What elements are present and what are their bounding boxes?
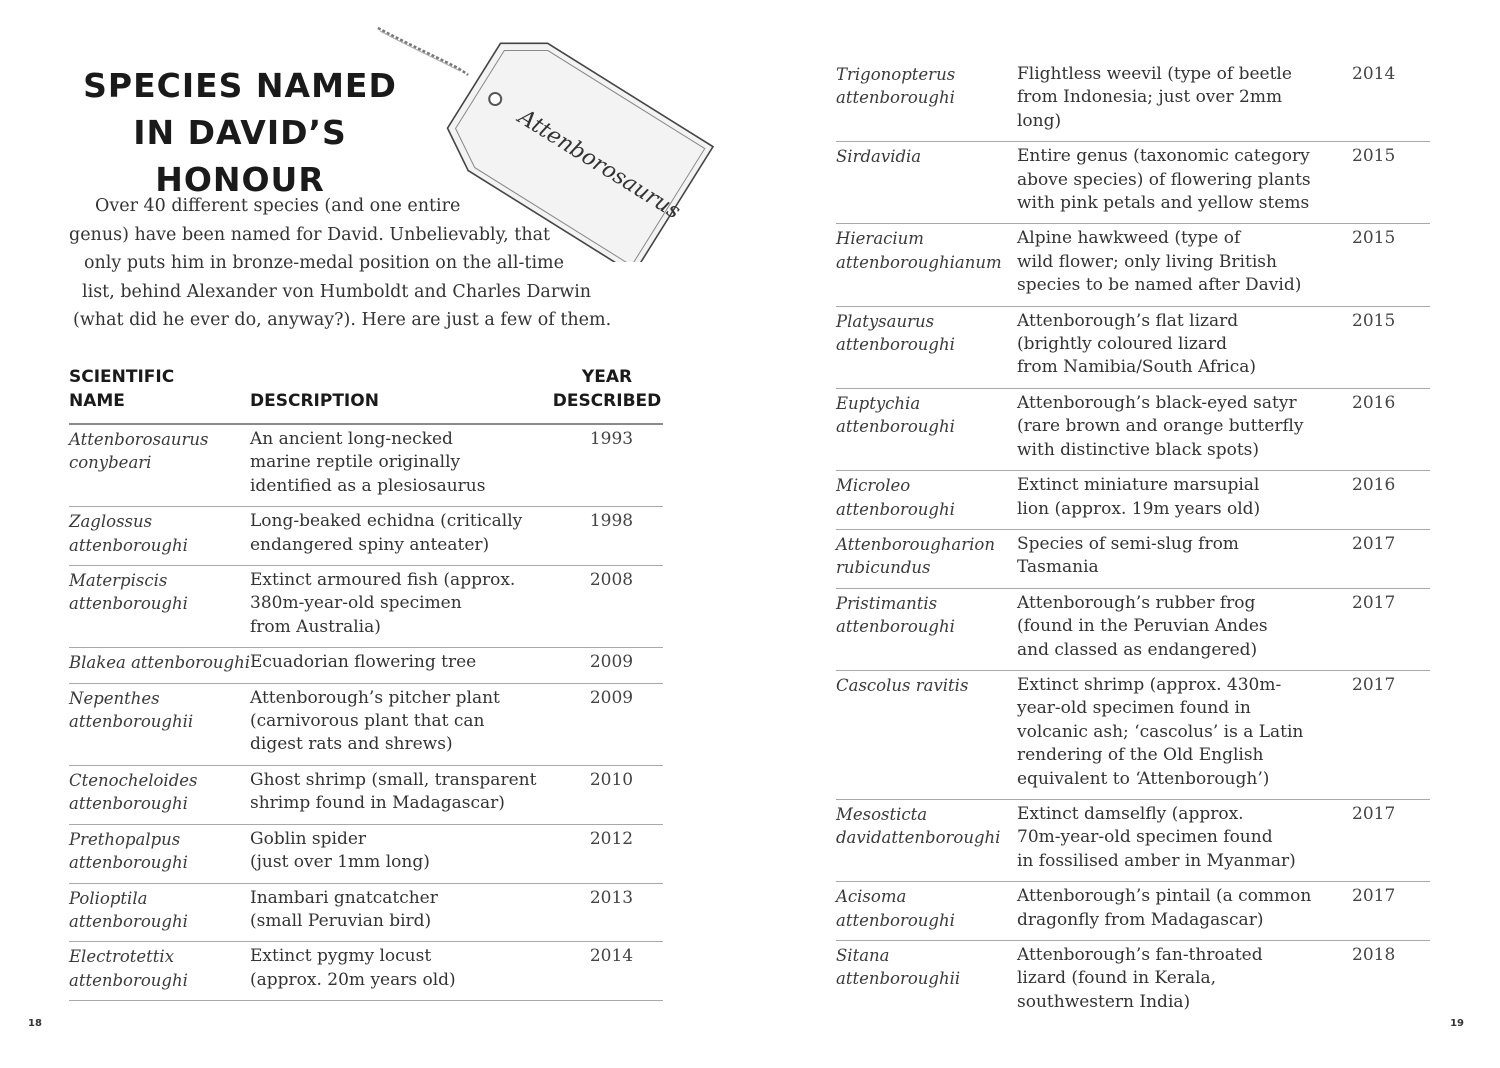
- species-description: Attenborough’s rubber frog (found in the Peruvian Andes and classed as endangered): [1017, 592, 1268, 660]
- intro-paragraph: [60, 192, 620, 335]
- species-description: Extinct pygmy locust (approx. 20m years old): [250, 946, 456, 990]
- species-description: Inambari gnatcatcher (small Peruvian bird): [250, 887, 438, 931]
- species-year: 1998: [589, 511, 634, 532]
- species-year: 2010: [589, 769, 634, 790]
- species-name: Sitana attenboroughii: [836, 946, 961, 989]
- page-number: 19: [1450, 1018, 1464, 1029]
- species-year: 2014: [589, 946, 634, 967]
- species-name: Materpiscis attenboroughi: [69, 571, 188, 614]
- species-name: Microleo attenboroughi: [836, 476, 955, 519]
- species-name: Attenborosaurus conybeari: [69, 430, 209, 473]
- species-year: 2009: [589, 652, 634, 673]
- table-row: [836, 389, 1430, 471]
- table-row: [836, 224, 1430, 306]
- species-year: 2017: [1352, 803, 1396, 824]
- table-row: [69, 648, 663, 683]
- table-row: [69, 942, 663, 1001]
- table-row: [836, 800, 1430, 882]
- page-number: 18: [28, 1018, 42, 1029]
- species-description: Goblin spider (just over 1mm long): [250, 828, 430, 873]
- species-year: 2014: [1352, 64, 1396, 84]
- species-description: An ancient long-necked marine reptile originally identified as a plesiosaurus: [250, 429, 486, 496]
- table-row: [836, 60, 1430, 142]
- species-name: Nepenthes attenboroughii: [69, 688, 194, 732]
- table-row: [69, 884, 663, 943]
- species-description: Ghost shrimp (small, transparent shrimp found in Madagascar): [250, 769, 537, 814]
- species-table-left: [69, 425, 663, 1001]
- species-year: 2018: [1352, 945, 1396, 965]
- species-year: 2017: [1352, 533, 1396, 554]
- tag-label: Attenborosaurus: [513, 104, 685, 225]
- species-description: Extinct armoured fish (approx. 380m-year-old specimen from Australia): [250, 570, 516, 637]
- species-year: 2013: [589, 887, 634, 908]
- page-title: SPECIES NAMED IN DAVID’S HONOUR: [83, 66, 397, 199]
- species-description: Extinct damselfly (approx. 70m-year-old specimen found in fossilised amber in Myanmar): [1017, 803, 1296, 871]
- species-year: 2015: [1352, 228, 1396, 249]
- intro-line: genus) have been named for David. Unbelievably, that: [69, 224, 551, 245]
- species-year: 2017: [1352, 592, 1396, 613]
- species-year: 2017: [1352, 886, 1396, 907]
- table-row: [836, 471, 1430, 530]
- species-description: Species of semi-slug from Tasmania: [1017, 533, 1239, 578]
- species-name: Zaglossus attenboroughi: [69, 512, 188, 555]
- table-row: [836, 671, 1430, 800]
- species-table-right: [836, 60, 1430, 1022]
- species-name: Ctenocheloides attenboroughi: [69, 770, 198, 814]
- species-name: Pristimantis attenboroughi: [836, 593, 955, 637]
- intro-line: only puts him in bronze-medal position on the all-time: [84, 253, 564, 274]
- species-name: Platysaurus attenboroughi: [836, 311, 955, 355]
- species-name: Acisoma attenboroughi: [836, 887, 955, 930]
- table-row: [69, 684, 663, 766]
- species-name: Euptychia attenboroughi: [836, 393, 955, 437]
- species-description: Flightless weevil (type of beetle from Indonesia; just over 2mm long): [1017, 64, 1292, 131]
- intro-line: list, behind Alexander von Humboldt and Charles Darwin: [82, 281, 592, 302]
- table-row: [69, 766, 663, 825]
- column-header-year: YEAR DESCRIBED: [552, 367, 662, 411]
- intro-line: Over 40 different species (and one entire: [95, 196, 461, 216]
- species-name: Blakea attenboroughi: [69, 653, 250, 673]
- species-description: Attenborough’s flat lizard (brightly coloured lizard from Namibia/South Africa): [1017, 310, 1257, 378]
- species-description: Alpine hawkweed (type of wild flower; only living British species to be named after David): [1017, 228, 1302, 296]
- species-description: Long-beaked echidna (critically endangered spiny anteater): [250, 511, 523, 555]
- species-year: 2016: [1352, 392, 1396, 413]
- species-name: Trigonopterus attenboroughi: [836, 65, 956, 108]
- species-year: 2009: [589, 687, 634, 708]
- table-row: [836, 941, 1430, 1022]
- species-name: Hieracium attenboroughianum: [836, 229, 1002, 272]
- table-row: [836, 589, 1430, 671]
- column-header-name: SCIENTIFIC NAME: [69, 367, 175, 411]
- species-year: 2012: [589, 828, 634, 849]
- species-description: Entire genus (taxonomic category above species) of flowering plants with pink petals and yellow stems: [1017, 146, 1311, 214]
- species-name: Attenborougharion rubicundus: [836, 534, 995, 578]
- species-name: Cascolus ravitis: [836, 675, 969, 695]
- table-row: [836, 882, 1430, 941]
- species-year: 1993: [589, 429, 634, 449]
- species-year: 2015: [1352, 146, 1396, 167]
- species-description: Ecuadorian flowering tree: [250, 652, 477, 673]
- species-description: Extinct miniature marsupial lion (approx. 19m years old): [1017, 475, 1261, 519]
- intro-line: (what did he ever do, anyway?). Here are just a few of them.: [73, 310, 612, 331]
- species-name: Sirdavidia: [836, 147, 922, 167]
- table-row: [69, 825, 663, 884]
- species-name: Mesosticta davidattenboroughi: [836, 804, 1001, 848]
- species-year: 2017: [1352, 674, 1396, 695]
- table-row: [69, 566, 663, 648]
- species-description: Attenborough’s black-eyed satyr (rare brown and orange butterfly with distinctive black spots): [1017, 392, 1304, 460]
- column-header-description: DESCRIPTION: [250, 391, 379, 411]
- species-year: 2015: [1352, 310, 1396, 331]
- species-name: Electrotettix attenboroughi: [69, 947, 188, 990]
- species-year: 2016: [1352, 475, 1396, 496]
- species-description: Attenborough’s fan-throated lizard (found in Kerala, southwestern India): [1017, 945, 1263, 1012]
- species-name: Polioptila attenboroughi: [69, 888, 188, 931]
- table-row: [836, 530, 1430, 589]
- species-description: Attenborough’s pitcher plant (carnivorous plant that can digest rats and shrews): [250, 687, 500, 755]
- species-name: Prethopalpus attenboroughi: [69, 829, 188, 873]
- species-description: Extinct shrimp (approx. 430m- year-old specimen found in volcanic ash; ‘cascolus’ is a Latin rendering of the Old English equivalent to ‘Attenborough’): [1017, 674, 1304, 789]
- table-row: [69, 425, 663, 507]
- species-description: Attenborough’s pintail (a common dragonfly from Madagascar): [1017, 886, 1312, 930]
- table-row: [69, 507, 663, 566]
- table-header: [69, 364, 663, 425]
- species-year: 2008: [589, 570, 634, 591]
- table-row: [836, 142, 1430, 224]
- table-row: [836, 307, 1430, 389]
